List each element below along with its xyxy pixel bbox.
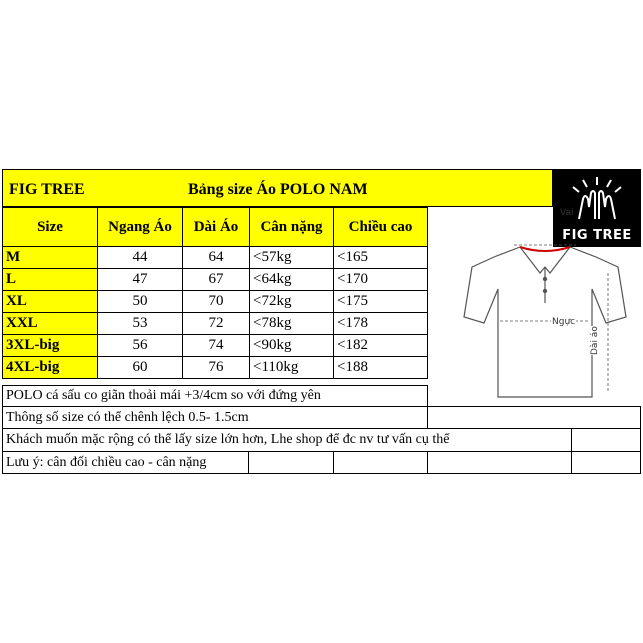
size-cell: XXL [2,312,98,335]
ngang-ao-cell: 47 [97,268,183,291]
size-cell: 4XL-big [2,356,98,379]
title-bar [2,169,553,207]
ngang-ao-cell: 53 [97,312,183,335]
can-nang-cell: <72kg [249,290,334,313]
chieu-cao-cell: <188 [333,356,428,379]
chieu-cao-cell: <170 [333,268,428,291]
empty-cell [333,451,428,474]
chieu-cao-cell: <178 [333,312,428,335]
logo-text: FIG TREE [562,228,632,243]
polo-shirt-icon [430,207,641,407]
size-chart [0,167,643,475]
diagram-label-vai: Vai [560,208,574,218]
note-row: Lưu ý: cân đối chiều cao - cân nặng [2,451,249,474]
header-can-nang: Cân nặng [249,207,334,247]
empty-cell [571,428,641,452]
can-nang-cell: <57kg [249,246,334,269]
dai-ao-cell: 76 [182,356,250,379]
empty-cell [571,451,641,474]
can-nang-cell: <110kg [249,356,334,379]
can-nang-cell: <78kg [249,312,334,335]
shirt-diagram [430,207,641,407]
size-cell: M [2,246,98,269]
dai-ao-cell: 74 [182,334,250,357]
dai-ao-cell: 70 [182,290,250,313]
size-cell: XL [2,290,98,313]
empty-cell [427,451,572,474]
chieu-cao-cell: <182 [333,334,428,357]
size-cell: 3XL-big [2,334,98,357]
header-ngang-ao: Ngang Áo [97,207,183,247]
chart-title: Bảng size Áo POLO NAM [188,181,368,198]
ngang-ao-cell: 44 [97,246,183,269]
can-nang-cell: <90kg [249,334,334,357]
diagram-label-nguc: Ngực [552,317,576,327]
empty-cell [248,451,334,474]
dai-ao-cell: 72 [182,312,250,335]
header-size: Size [2,207,98,247]
note-row: Thông số size có thể chênh lệch 0.5- 1.5cm [2,406,428,429]
size-cell: L [2,268,98,291]
ngang-ao-cell: 50 [97,290,183,313]
header-chieu-cao: Chiều cao [333,207,428,247]
chieu-cao-cell: <165 [333,246,428,269]
ngang-ao-cell: 60 [97,356,183,379]
diagram-label-dai-ao: Dài áo [590,326,600,355]
empty-cell [427,406,641,429]
dai-ao-cell: 64 [182,246,250,269]
dai-ao-cell: 67 [182,268,250,291]
brand-name: FIG TREE [9,181,85,198]
chieu-cao-cell: <175 [333,290,428,313]
note-row: POLO cá sấu co giãn thoải mái +3/4cm so với đứng yên [2,385,428,407]
can-nang-cell: <64kg [249,268,334,291]
header-dai-ao: Dài Áo [182,207,250,247]
note-row: Khách muốn mặc rộng có thể lấy size lớn hơn, Lhe shop để đc nv tư vấn cụ thể [2,428,572,452]
ngang-ao-cell: 56 [97,334,183,357]
